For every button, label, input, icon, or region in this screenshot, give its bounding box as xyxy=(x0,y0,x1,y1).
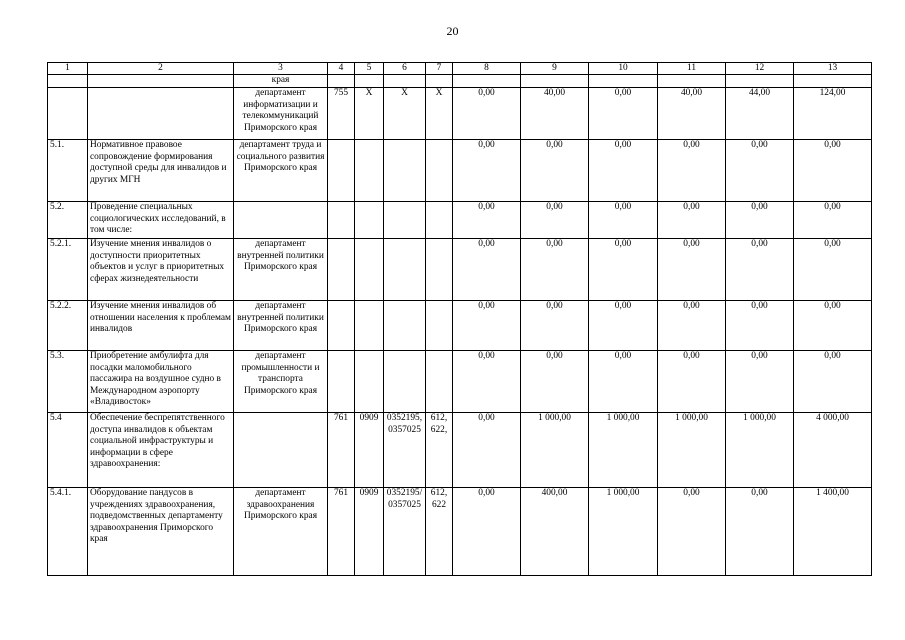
table-cell: Оборудование пандусов в учреждениях здравоохранения, подведомственных департаменту здравоохранения Приморского края xyxy=(88,488,234,576)
table-cell: Изучение мнения инвалидов о доступности приоритетных объектов и услуг в приоритетных сферах жизнедеятельности xyxy=(88,239,234,301)
table-cell: 0,00 xyxy=(589,301,658,351)
table-cell: 0,00 xyxy=(794,351,872,413)
table-cell: 0,00 xyxy=(589,140,658,202)
table-cell: 0,00 xyxy=(521,140,589,202)
data-table xyxy=(47,62,872,576)
table-cell: края xyxy=(234,75,328,88)
column-header: 11 xyxy=(658,63,726,75)
table-row xyxy=(48,202,872,239)
table-cell xyxy=(88,75,234,88)
table-cell: 0,00 xyxy=(658,301,726,351)
table-cell xyxy=(426,301,453,351)
table-cell: 0909 xyxy=(355,488,384,576)
table-cell xyxy=(658,75,726,88)
table-cell: департамент внутренней политики Приморского края xyxy=(234,301,328,351)
table-cell xyxy=(384,140,426,202)
table-cell xyxy=(88,88,234,140)
table-cell xyxy=(384,202,426,239)
table-cell xyxy=(426,351,453,413)
table-cell: 0,00 xyxy=(521,239,589,301)
table-cell xyxy=(355,301,384,351)
table-cell: департамент информатизации и телекоммуникаций Приморского края xyxy=(234,88,328,140)
table-cell: 40,00 xyxy=(521,88,589,140)
column-header: 8 xyxy=(453,63,521,75)
table-cell: 0,00 xyxy=(726,140,794,202)
table-cell: Проведение специальных социологических исследований, в том числе: xyxy=(88,202,234,239)
table-cell xyxy=(48,88,88,140)
table-cell: 4 000,00 xyxy=(794,413,872,488)
table-cell xyxy=(384,301,426,351)
table-cell xyxy=(426,140,453,202)
table-cell: Приобретение амбулифта для посадки маломобильного пассажира на воздушное судно в Международном аэропорту «Владивосток» xyxy=(88,351,234,413)
table-cell xyxy=(589,75,658,88)
table-cell: 5.1. xyxy=(48,140,88,202)
table-cell: Х xyxy=(426,88,453,140)
table-cell: 5.4.1. xyxy=(48,488,88,576)
table-cell xyxy=(521,75,589,88)
page-number: 20 xyxy=(446,24,459,38)
table-cell: 0,00 xyxy=(521,202,589,239)
table-cell: департамент внутренней политики Приморского края xyxy=(234,239,328,301)
table-cell: департамент труда и социального развития Приморского края xyxy=(234,140,328,202)
table-cell: 0,00 xyxy=(589,351,658,413)
table-cell xyxy=(384,351,426,413)
table-cell: Х xyxy=(355,88,384,140)
table-row xyxy=(48,301,872,351)
table-cell: 0352195/ 0357025 xyxy=(384,488,426,576)
table-cell: 0,00 xyxy=(658,202,726,239)
table-cell xyxy=(328,351,355,413)
table-cell xyxy=(234,413,328,488)
table-cell xyxy=(328,75,355,88)
table-cell: 0,00 xyxy=(658,351,726,413)
table-cell: 0,00 xyxy=(453,351,521,413)
column-header: 10 xyxy=(589,63,658,75)
table-cell: 612, 622 xyxy=(426,488,453,576)
table-cell: 0,00 xyxy=(453,301,521,351)
table-cell: 0,00 xyxy=(658,140,726,202)
column-header: 9 xyxy=(521,63,589,75)
table-cell: 0,00 xyxy=(453,202,521,239)
table-cell: 44,00 xyxy=(726,88,794,140)
table-cell: 0,00 xyxy=(453,488,521,576)
column-header: 13 xyxy=(794,63,872,75)
table-cell: 0,00 xyxy=(453,239,521,301)
table-cell xyxy=(328,239,355,301)
table-row xyxy=(48,351,872,413)
table-cell: департамент промышленности и транспорта Приморского края xyxy=(234,351,328,413)
table-cell: Обеспечение беспрепятственного доступа инвалидов к объектам социальной инфраструктуры и информации в сфере здравоохранения: xyxy=(88,413,234,488)
table-cell xyxy=(48,75,88,88)
table-cell: 1 000,00 xyxy=(658,413,726,488)
table-cell: 0,00 xyxy=(794,140,872,202)
column-header: 4 xyxy=(328,63,355,75)
table-cell: 0,00 xyxy=(453,88,521,140)
table-cell xyxy=(355,239,384,301)
table-cell: 0,00 xyxy=(726,488,794,576)
table-cell xyxy=(234,202,328,239)
table-cell xyxy=(726,75,794,88)
table-cell: 0,00 xyxy=(521,351,589,413)
table-cell: 0,00 xyxy=(658,239,726,301)
table-cell: 1 400,00 xyxy=(794,488,872,576)
table-cell xyxy=(328,301,355,351)
table-cell: 0,00 xyxy=(589,88,658,140)
table-cell xyxy=(355,140,384,202)
table-cell: 0909 xyxy=(355,413,384,488)
column-header: 6 xyxy=(384,63,426,75)
table-cell: Изучение мнения инвалидов об отношении населения к проблемам инвалидов xyxy=(88,301,234,351)
table-cell: 5.2.1. xyxy=(48,239,88,301)
table-cell: 0,00 xyxy=(726,202,794,239)
table-cell: 0,00 xyxy=(794,202,872,239)
table-cell xyxy=(426,75,453,88)
table-cell: 0,00 xyxy=(589,239,658,301)
column-header: 3 xyxy=(234,63,328,75)
table-cell xyxy=(426,239,453,301)
table-cell xyxy=(328,140,355,202)
table-cell xyxy=(355,202,384,239)
table-cell: 755 xyxy=(328,88,355,140)
table-cell: 0,00 xyxy=(658,488,726,576)
table-cell xyxy=(426,202,453,239)
table-cell: 400,00 xyxy=(521,488,589,576)
table-row xyxy=(48,75,872,88)
table-cell: 0,00 xyxy=(726,351,794,413)
table-cell: 0352195, 0357025 xyxy=(384,413,426,488)
column-header: 5 xyxy=(355,63,384,75)
column-header: 2 xyxy=(88,63,234,75)
table-cell xyxy=(794,75,872,88)
column-header-row xyxy=(48,63,872,75)
column-header: 7 xyxy=(426,63,453,75)
table-cell: 0,00 xyxy=(794,301,872,351)
table-cell: 124,00 xyxy=(794,88,872,140)
table-cell xyxy=(384,239,426,301)
table-cell: 0,00 xyxy=(453,140,521,202)
table-cell: 0,00 xyxy=(726,239,794,301)
table-cell: 5.2.2. xyxy=(48,301,88,351)
table-row xyxy=(48,88,872,140)
table-cell: 40,00 xyxy=(658,88,726,140)
table-cell: 5.4 xyxy=(48,413,88,488)
table-cell: 0,00 xyxy=(589,202,658,239)
table-row xyxy=(48,239,872,301)
table-cell: 612, 622, xyxy=(426,413,453,488)
table-cell: Нормативное правовое сопровождение формирования доступной среды для инвалидов и других МГН xyxy=(88,140,234,202)
table-cell: 1 000,00 xyxy=(521,413,589,488)
table-cell: 1 000,00 xyxy=(589,413,658,488)
table-cell: департамент здравоохранения Приморского края xyxy=(234,488,328,576)
table-cell: 5.3. xyxy=(48,351,88,413)
table-row xyxy=(48,413,872,488)
table-row xyxy=(48,488,872,576)
table-cell xyxy=(355,75,384,88)
table-cell: 0,00 xyxy=(726,301,794,351)
table-cell: 761 xyxy=(328,413,355,488)
column-header: 1 xyxy=(48,63,88,75)
column-header: 12 xyxy=(726,63,794,75)
table-cell xyxy=(355,351,384,413)
table-row xyxy=(48,140,872,202)
table-cell xyxy=(384,75,426,88)
table-cell: 0,00 xyxy=(521,301,589,351)
table-cell: 5.2. xyxy=(48,202,88,239)
table-cell xyxy=(453,75,521,88)
table-cell: 0,00 xyxy=(794,239,872,301)
table-cell: 0,00 xyxy=(453,413,521,488)
table-cell: 1 000,00 xyxy=(726,413,794,488)
table-cell: 761 xyxy=(328,488,355,576)
table-cell xyxy=(328,202,355,239)
table-cell: Х xyxy=(384,88,426,140)
table-cell: 1 000,00 xyxy=(589,488,658,576)
